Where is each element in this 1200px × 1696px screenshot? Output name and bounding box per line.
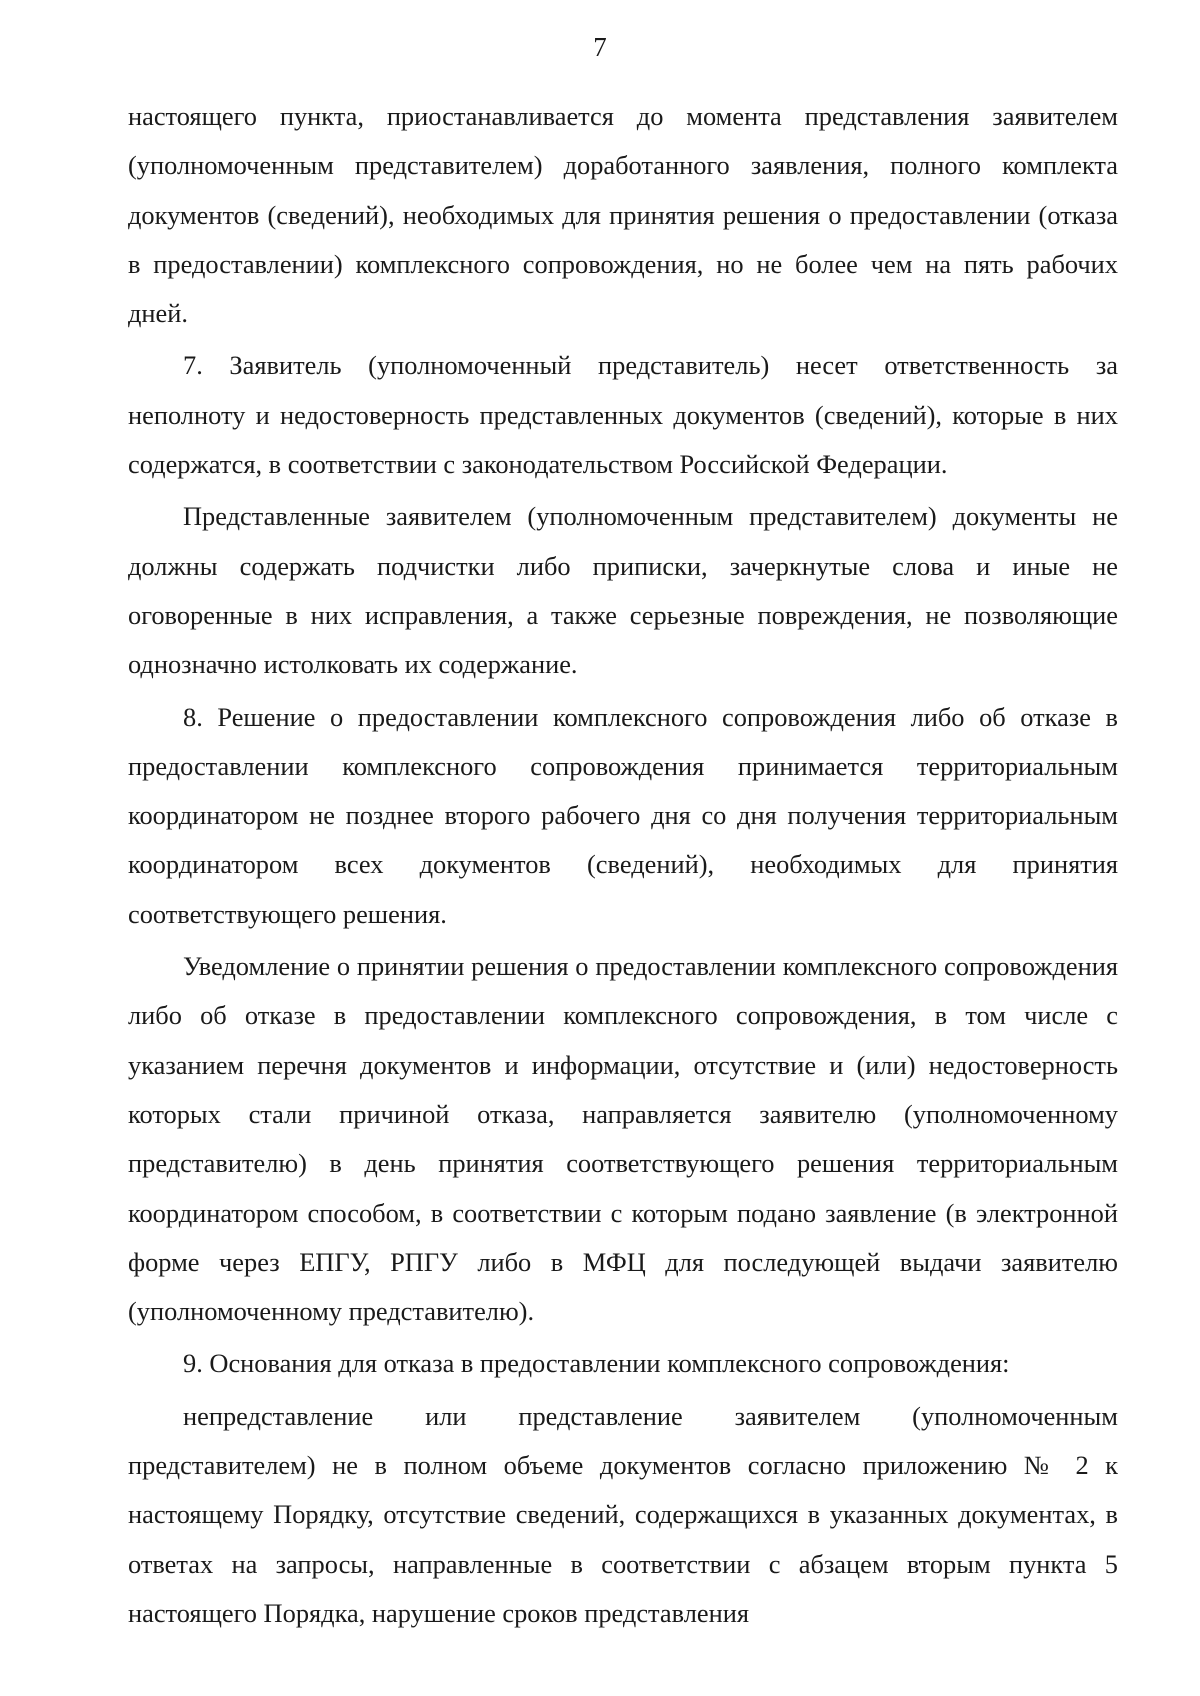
- paragraph-continuation: настоящего пункта, приостанавливается до момента представления заявителем (уполномоченным представителем) доработанного заявления, полного комплекта документов (сведений), необходимых для принятия решения о предоставлении (отказа в предоставлении) комплексного сопровождения, но не более чем на пять рабочих дней.: [128, 101, 1118, 329]
- paragraph-notification: Уведомление о принятии решения о предоставлении комплексного сопровождения либо об отказе в предоставлении комплексного сопровождения, в том числе с указанием перечня документов и информации, отсутствие и (или) недостоверность которых стали причиной отказа, направляется заявителю (уполномоченному представителю) в день принятия соответствующего решения территориальным координатором способом, в соответствии с которым подано заявление (в электронной форме через ЕПГУ, РПГУ либо в МФЦ для последующей выдачи заявителю (уполномоченному представителю).: [128, 951, 1118, 1327]
- paragraph-item-9: 9. Основания для отказа в предоставлении комплексного сопровождения:: [183, 1348, 1010, 1379]
- paragraph-item-8: 8. Решение о предоставлении комплексного сопровождения либо об отказе в предоставлении комплексного сопровождения принимается территориальным координатором не позднее второго рабочего дня со дня получения территориальным координатором всех документов (сведений), необходимых для принятия соответствующего решения.: [128, 701, 1118, 929]
- paragraph-item-7: 7. Заявитель (уполномоченный представитель) несет ответственность за неполноту и недостоверность представленных документов (сведений), которые в них содержатся, в соответствии с законодательством Российской Федерации.: [128, 350, 1118, 480]
- page-number: 7: [593, 32, 607, 62]
- paragraph-refusal-ground: непредставление или представление заявителем (уполномоченным представителем) не в полном объеме документов согласно приложению № 2 к настоящему Порядку, отсутствие сведений, содержащихся в указанных документах, в ответах на запросы, направленные в соответствии с абзацем вторым пункта 5 настоящего Порядка, нарушение сроков представления: [128, 1400, 1118, 1628]
- document-body: [128, 92, 1118, 1641]
- paragraph-documents-requirements: Представленные заявителем (уполномоченным представителем) документы не должны содержать подчистки либо приписки, зачеркнутые слова и иные не оговоренные в них исправления, а также серьезные повреждения, не позволяющие однозначно истолковать их содержание.: [128, 501, 1118, 680]
